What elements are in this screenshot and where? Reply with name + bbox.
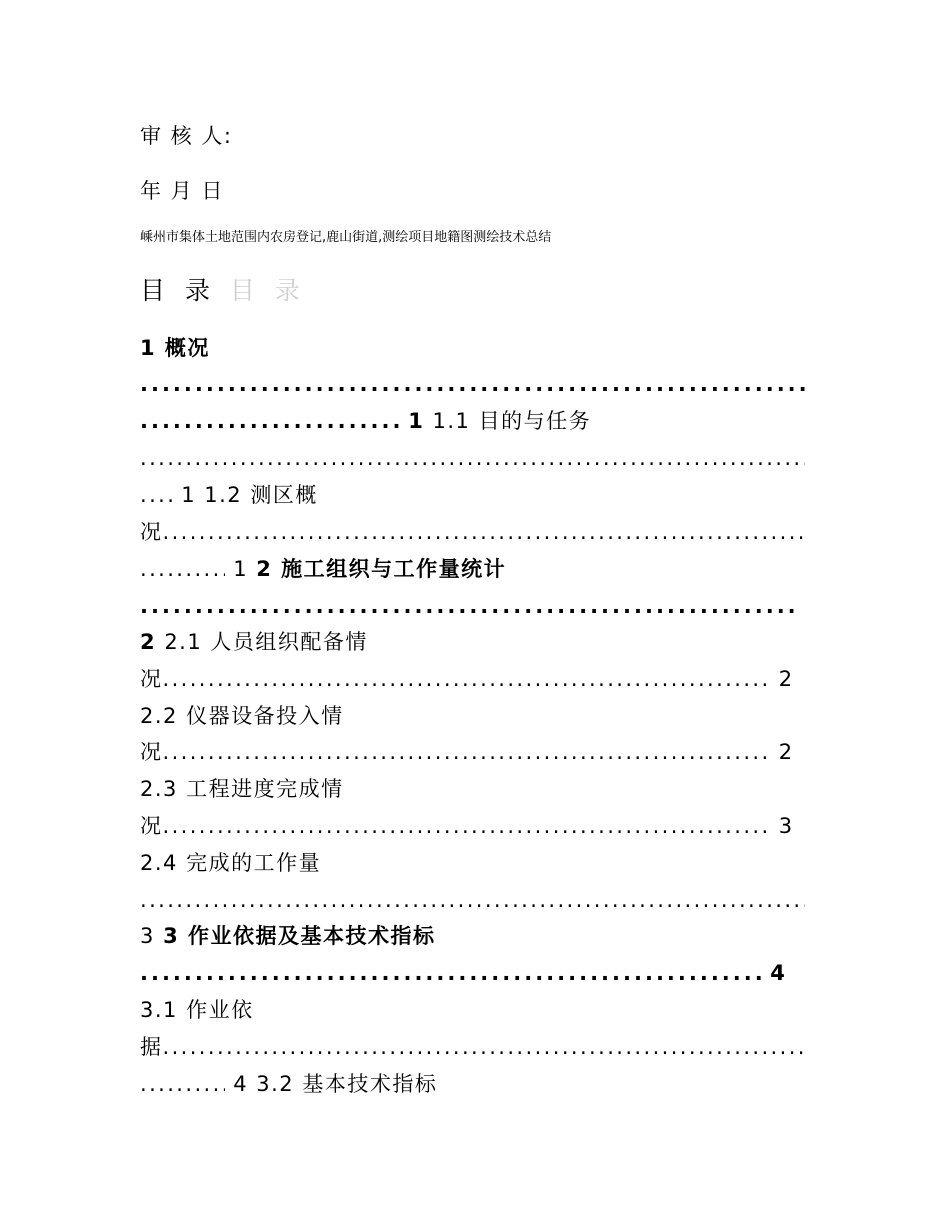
toc-line <box>140 922 435 950</box>
toc-entry-chapter-2[interactable]: 2 施工组织与工作量统计 <box>256 557 507 581</box>
toc-entry-section-3-1-cont: 据 <box>140 1035 163 1059</box>
toc-line <box>140 628 368 656</box>
project-title: 嵊州市集体土地范围内农房登记,鹿山街道,测绘项目地籍图测绘技术总结 <box>140 230 552 245</box>
toc-page-section-2-2: 2 <box>778 740 794 764</box>
toc-line <box>140 1070 437 1098</box>
toc-entry-section-3-2[interactable]: 3.2 基本技术指标 <box>256 1072 438 1096</box>
toc-leader-line <box>140 370 807 398</box>
toc-page-section-2-4: 3 <box>140 924 155 948</box>
dot-leader <box>163 1033 803 1061</box>
dot-leader <box>140 1070 225 1098</box>
toc-page-section-2-3: 3 <box>778 814 794 838</box>
toc-leader-line <box>140 592 798 620</box>
toc-line <box>140 665 794 693</box>
toc-entry-section-2-3[interactable]: 2.3 工程进度完成情 <box>140 777 344 801</box>
toc-entry-chapter-3[interactable]: 3 作业依据及基本技术指标 <box>163 924 436 948</box>
toc-line <box>140 738 794 766</box>
dot-leader <box>140 886 805 914</box>
toc-heading-text: 目 录 <box>140 276 216 305</box>
toc-entry-section-1-2[interactable]: 1.2 测区概 <box>204 483 318 507</box>
date-label: 年 月 日 <box>140 179 224 203</box>
toc-line <box>140 959 786 987</box>
toc-page-section-2-1: 2 <box>778 667 794 691</box>
toc-page-section-1-1: 1 <box>181 483 197 507</box>
toc-line <box>140 481 318 509</box>
dot-leader <box>163 665 771 693</box>
toc-line <box>140 555 506 583</box>
toc-heading <box>140 275 306 307</box>
toc-leader-line <box>140 886 805 914</box>
toc-entry-section-3-1[interactable]: 3.1 作业依 <box>140 998 254 1022</box>
toc-page-chapter-3: 4 <box>770 961 787 985</box>
toc-heading-ghost: 目 录 <box>229 276 306 305</box>
toc-entry-chapter-1[interactable]: 1 概况 <box>140 336 210 360</box>
dot-leader <box>140 481 173 509</box>
toc-line <box>140 407 591 435</box>
toc-leader-line <box>140 444 805 472</box>
dot-leader <box>140 444 805 472</box>
dot-leader <box>140 959 762 987</box>
dot-leader <box>163 738 771 766</box>
toc-entry-section-2-3-cont: 况 <box>140 814 163 838</box>
toc-entry-section-2-1-cont: 况 <box>140 667 163 691</box>
toc-line <box>140 518 803 546</box>
reviewer-label: 审 核 人: <box>140 124 233 148</box>
toc-page-chapter-2: 2 <box>140 630 157 654</box>
dot-leader <box>140 555 225 583</box>
toc-entry-section-2-2-cont: 况 <box>140 740 163 764</box>
dot-leader <box>163 518 803 546</box>
toc-entry-section-2-2[interactable]: 2.2 仪器设备投入情 <box>140 704 344 728</box>
toc-entry-section-2-4[interactable]: 2.4 完成的工作量 <box>140 851 322 875</box>
toc-line <box>140 1033 803 1061</box>
toc-line <box>140 812 794 840</box>
toc-page-section-3-1: 4 <box>233 1072 249 1096</box>
toc-page-chapter-1: 1 <box>408 409 425 433</box>
dot-leader <box>163 812 771 840</box>
dot-leader <box>140 370 807 398</box>
dot-leader <box>140 407 400 435</box>
toc-entry-section-1-2-cont: 况 <box>140 520 163 544</box>
toc-page-section-1-2: 1 <box>233 557 249 581</box>
toc-entry-section-1-1[interactable]: 1.1 目的与任务 <box>432 409 592 433</box>
toc-entry-section-2-1[interactable]: 2.1 人员组织配备情 <box>164 630 368 654</box>
dot-leader <box>140 592 798 620</box>
